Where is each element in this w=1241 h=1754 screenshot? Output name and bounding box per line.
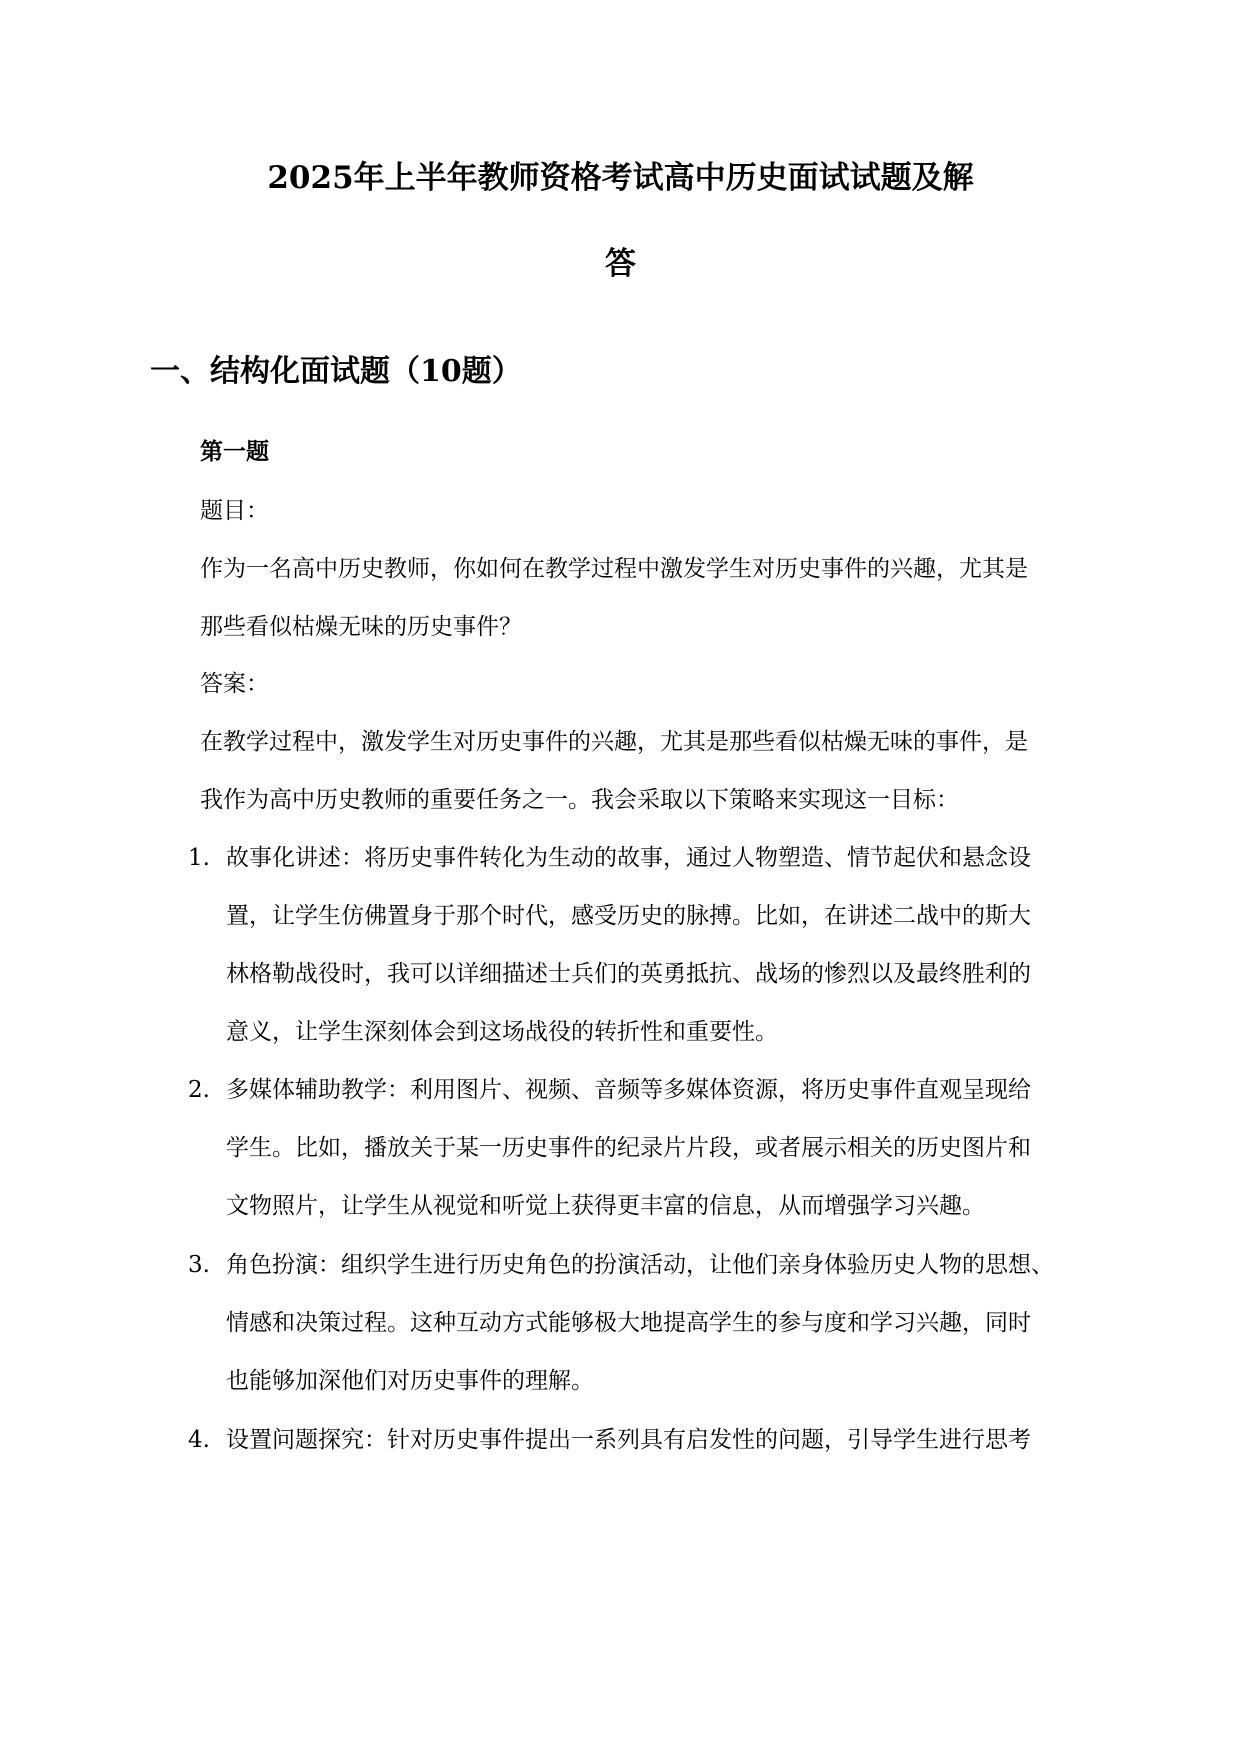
answer-label: 答案：	[200, 671, 269, 697]
list-item-line: 也能够加深他们对历史事件的理解。	[226, 1368, 594, 1394]
section-heading: 一、结构化面试题（10题）	[150, 354, 522, 389]
prompt-line: 那些看似枯燥无味的历史事件？	[200, 614, 522, 640]
list-item-number: 2.	[188, 1077, 210, 1103]
list-item-number: 3.	[188, 1252, 210, 1278]
prompt-label: 题目：	[200, 498, 269, 524]
list-item-number: 4.	[188, 1427, 210, 1453]
prompt-line: 作为一名高中历史教师，你如何在教学过程中激发学生对历史事件的兴趣，尤其是	[200, 556, 1028, 582]
list-item-line: 设置问题探究：针对历史事件提出一系列具有启发性的问题，引导学生进行思考	[226, 1427, 1031, 1453]
list-item-line: 故事化讲述：将历史事件转化为生动的故事，通过人物塑造、情节起伏和悬念设	[226, 845, 1031, 871]
question-heading: 第一题	[200, 438, 269, 465]
list-item-line: 意义，让学生深刻体会到这场战役的转折性和重要性。	[226, 1019, 778, 1045]
list-item-line: 多媒体辅助教学：利用图片、视频、音频等多媒体资源，将历史事件直观呈现给	[226, 1077, 1031, 1103]
answer-intro-line: 在教学过程中，激发学生对历史事件的兴趣，尤其是那些看似枯燥无味的事件，是	[200, 729, 1028, 755]
document-title-line-2: 答	[605, 246, 636, 282]
list-item-line: 情感和决策过程。这种互动方式能够极大地提高学生的参与度和学习兴趣，同时	[226, 1310, 1031, 1336]
list-item-line: 林格勒战役时，我可以详细描述士兵们的英勇抵抗、战场的惨烈以及最终胜利的	[226, 961, 1031, 987]
list-item-number: 1.	[188, 845, 210, 871]
list-item-line: 学生。比如，播放关于某一历史事件的纪录片片段，或者展示相关的历史图片和	[226, 1135, 1031, 1161]
answer-intro-line: 我作为高中历史教师的重要任务之一。我会采取以下策略来实现这一目标：	[200, 787, 959, 813]
list-item-line: 角色扮演：组织学生进行历史角色的扮演活动，让他们亲身体验历史人物的思想、	[226, 1252, 1054, 1278]
document-title-line-1: 2025年上半年教师资格考试高中历史面试试题及解	[267, 160, 974, 196]
list-item-line: 文物照片，让学生从视觉和听觉上获得更丰富的信息，从而增强学习兴趣。	[226, 1193, 985, 1219]
list-item-line: 置，让学生仿佛置身于那个时代，感受历史的脉搏。比如，在讲述二战中的斯大	[226, 903, 1031, 929]
